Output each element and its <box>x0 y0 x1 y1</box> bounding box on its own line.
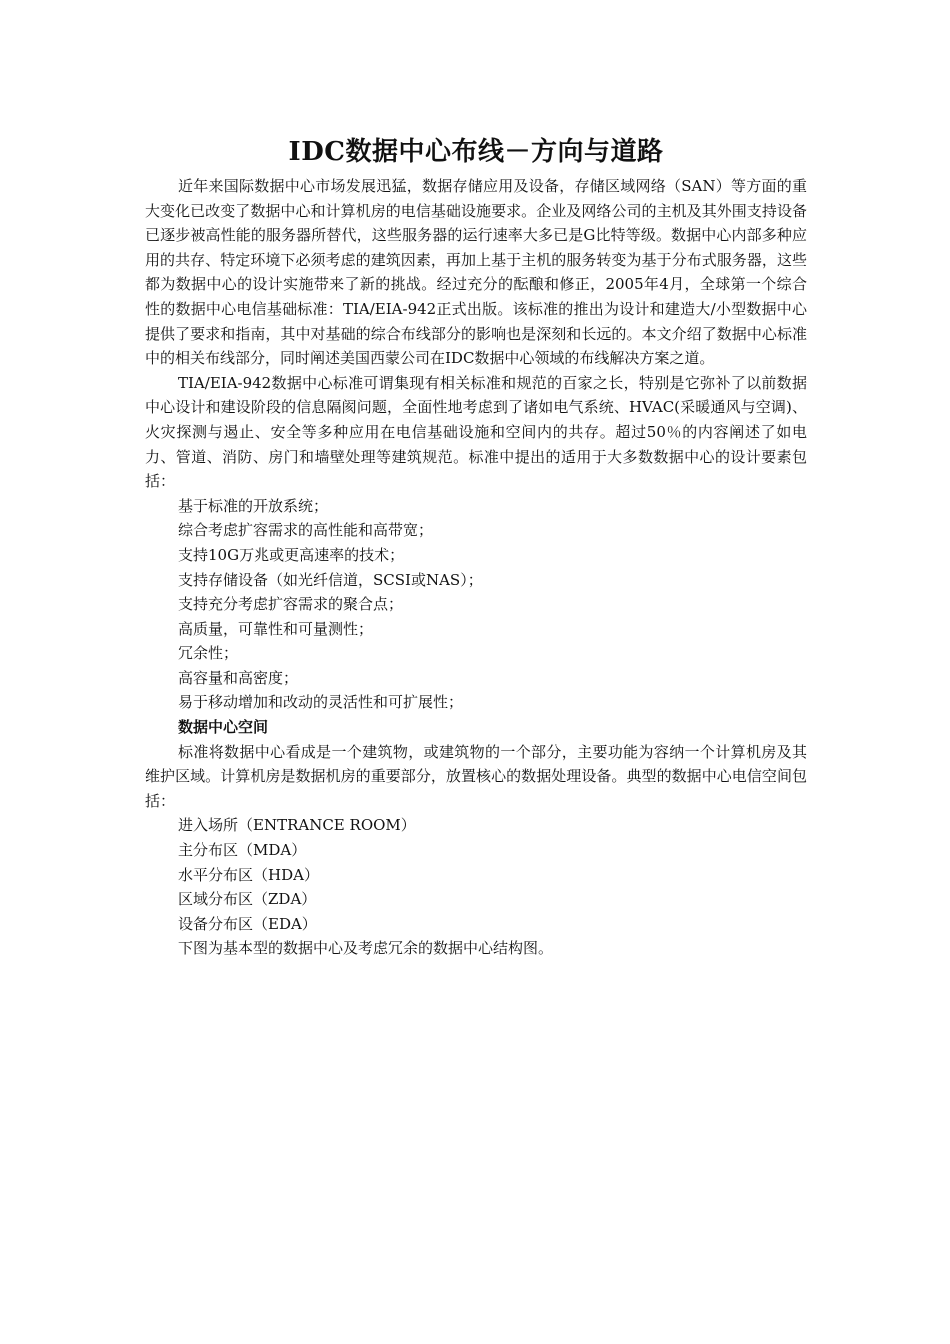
list-item: 支持存储设备（如光纤信道，SCSI或NAS）； <box>178 570 483 589</box>
document-title: IDC数据中心布线－方向与道路 <box>288 137 664 167</box>
list-item: 区域分布区（ZDA） <box>178 890 317 909</box>
closing-line: 下图为基本型的数据中心及考虑冗余的数据中心结构图。 <box>178 939 554 958</box>
list-item: 进入场所（ENTRANCE ROOM） <box>178 816 416 835</box>
document-page <box>145 132 807 961</box>
list-item: 高容量和高密度； <box>178 668 299 687</box>
list-item: 水平分布区（HDA） <box>178 865 319 884</box>
list-item: 高质量，可靠性和可量测性； <box>178 619 374 638</box>
list-item: 易于移动增加和改动的灵活性和可扩展性； <box>178 693 464 712</box>
list-item: 支持充分考虑扩容需求的聚合点； <box>178 595 404 614</box>
section-heading: 数据中心空间 <box>178 718 269 737</box>
list-item: 主分布区（MDA） <box>178 841 307 860</box>
section-paragraph: 标准将数据中心看成是一个建筑物，或建筑物的一个部分，主要功能为容纳一个计算机房及其维护区域。计算机房是数据机房的重要部分，放置核心的数据处理设备。典型的数据中心电信空间包括： <box>145 742 807 810</box>
intro-paragraph-2: TIA/EIA-942数据中心标准可谓集现有相关标准和规范的百家之长，特别是它弥补了以前数据中心设计和建设阶段的信息隔阂问题，全面性地考虑到了诸如电气系统、HVAC(采暖通风与空调)、火灾探测与遏止、安全等多种应用在电信基础设施和空间内的共存。超过50％的内容阐述了如电力、管道、消防、房门和墙壁处理等建筑规范。标准中提出的适用于大多数数据中心的设计要素包括： <box>145 373 807 491</box>
list-item: 综合考虑扩容需求的高性能和高带宽； <box>178 521 434 540</box>
intro-paragraph-1: 近年来国际数据中心市场发展迅猛，数据存储应用及设备，存储区域网络（SAN）等方面的重大变化已改变了数据中心和计算机房的电信基础设施要求。企业及网络公司的主机及其外围支持设备已逐步被高性能的服务器所替代，这些服务器的运行速率大多已是G比特等级。数据中心内部多种应用的共存、特定环境下必须考虑的建筑因素，再加上基于主机的服务转变为基于分布式服务器，这些都为数据中心的设计实施带来了新的挑战。经过充分的酝酿和修正，2005年4月，全球第一个综合性的数据中心电信基础标准：TIA/EIA-942正式出版。该标准的推出为设计和建造大/小型数据中心提供了要求和指南，其中对基础的综合布线部分的影响也是深刻和长远的。本文介绍了数据中心标准中的相关布线部分，同时阐述美国西蒙公司在IDC数据中心领域的布线解决方案之道。 <box>145 177 807 368</box>
list-item: 设备分布区（EDA） <box>178 914 317 933</box>
list-item: 支持10G万兆或更高速率的技术； <box>178 545 405 564</box>
spaces-list <box>145 813 807 936</box>
list-item: 基于标准的开放系统； <box>178 496 329 515</box>
design-elements-list <box>145 494 807 715</box>
list-item: 冗余性； <box>178 644 239 663</box>
